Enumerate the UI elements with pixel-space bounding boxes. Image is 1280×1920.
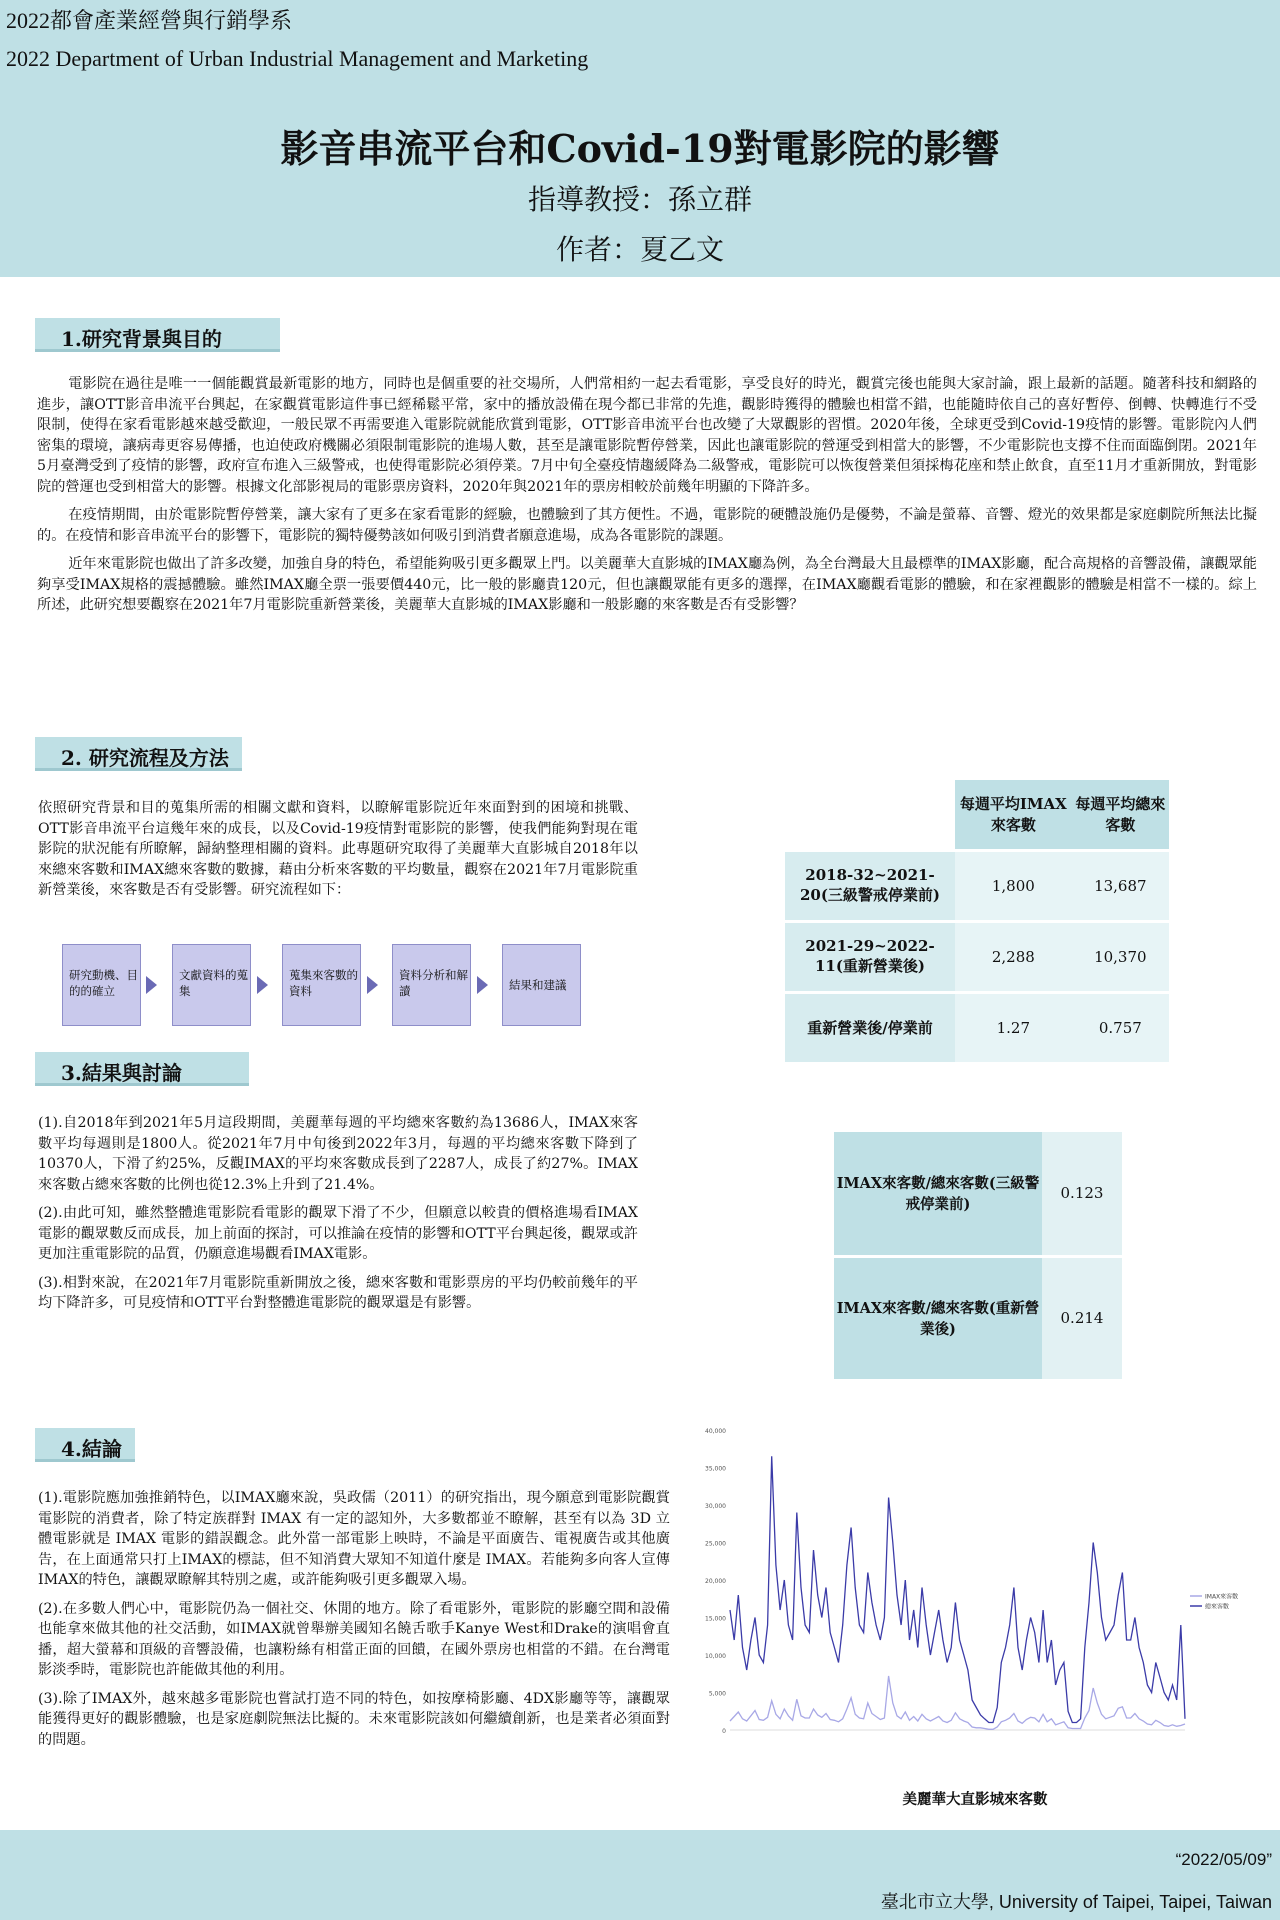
department-name-en: 2022 Department of Urban Industrial Management and Marketing: [6, 46, 589, 71]
y-tick-label: 20,000: [705, 1578, 726, 1585]
y-tick-label: 35,000: [705, 1465, 726, 1473]
cell-total: 13,687: [1072, 850, 1169, 921]
table-corner: [785, 780, 955, 850]
row-label: 2021-29~2022-11(重新營業後): [785, 921, 955, 992]
y-tick-label: 15,000: [705, 1615, 726, 1623]
series-line-imax: [730, 1676, 1185, 1729]
visitor-line-chart: [690, 1420, 1270, 1760]
cell-imax: 1.27: [955, 992, 1072, 1063]
research-flowchart: [62, 944, 582, 1026]
section-3-paragraph: (1).自2018年到2021年5月這段期間，美麗華每週的平均總來客數約為13686人，IMAX來客數平均每週則是1800人。從2021年7月中旬後到2022年3月，每週的平均總來客數下降到了10370人，下滑了約25%，反觀IMAX的平均來客數成長到了2287人，成長了約27%。IMAX來客數占總來客數的比例也從12.3%上升到了21.4%。: [38, 1115, 638, 1193]
y-tick-label: 10,000: [705, 1653, 726, 1660]
author: 作者：夏乙文: [555, 233, 724, 266]
chart-caption: 美麗華大直影城來客數: [902, 1791, 1048, 1808]
table-header: 每週平均總來客數: [1072, 780, 1169, 850]
flow-step: 資料分析和解讀: [392, 944, 471, 1026]
section-4-paragraph: (3).除了IMAX外，越來越多電影院也嘗試打造不同的特色，如按摩椅影廳、4DX影廳等等，讓觀眾能獲得更好的觀影體驗，也是家庭劇院無法比擬的。未來電影院該如何繼續創新，也是業者必須面對的問題。: [38, 1690, 670, 1748]
cell-total: 10,370: [1072, 921, 1169, 992]
footer-date: “2022/05/09”: [1175, 1850, 1272, 1869]
row-label: 重新營業後/停業前: [785, 992, 955, 1063]
section-4-paragraph: (2).在多數人們心中，電影院仍為一個社交、休閒的地方。除了看電影外，電影院的影廳空間和設備也能拿來做其他的社交活動，如IMAX就曾舉辦美國知名饒舌歌手Kanye West和Drake的演唱會直播，超大螢幕和頂級的音響設備，也讓粉絲有相當正面的回饋，在國外票房也相當的不錯。在台灣電影淡季時，電影院也許能做其他的利用。: [38, 1600, 670, 1678]
section-1-paragraph: 在疫情期間，由於電影院暫停營業，讓大家有了更多在家看電影的經驗，也體驗到了其方便性。不過，電影院的硬體設施仍是優勢，不論是螢幕、音響、燈光的效果都是家庭劇院所無法比擬的。在疫情和影音串流平台的影響下，電影院的獨特優勢該如何吸引到消費者願意進場，成為各電影院的課題。: [37, 507, 1257, 544]
imax-ratio-table: [834, 1132, 1122, 1382]
poster-header: [0, 0, 1280, 277]
series-line-total: [730, 1456, 1185, 1722]
flow-step: 結果和建議: [502, 944, 581, 1026]
flow-arrow-icon: [477, 976, 488, 994]
section-1-heading: 1.研究背景與目的: [35, 318, 280, 352]
section-1-paragraph: 近年來電影院也做出了許多改變，加強自身的特色，希望能夠吸引更多觀眾上門。以美麗華大直影城的IMAX廳為例，為全台灣最大且最標準的IMAX影廳，配合高規格的音響設備，讓觀眾能夠享受IMAX規格的震撼體驗。雖然IMAX廳全票一張要價440元，比一般的影廳貴120元，但也讓觀眾能有更多的選擇，在IMAX廳觀看電影的體驗，和在家裡觀影的體驗是相當不一樣的。綜上所述，此研究想要觀察在2021年7月電影院重新營業後，美麗華大直影城的IMAX影廳和一般影廳的來客數是否有受影響？: [37, 556, 1257, 613]
section-3-paragraph: (3).相對來說，在2021年7月電影院重新開放之後，總來客數和電影票房的平均仍較前幾年的平均下降許多，可見疫情和OTT平台對整體進電影院的觀眾還是有影響。: [38, 1274, 638, 1311]
department-name-zh: 2022都會產業經營與行銷學系: [6, 8, 293, 33]
legend-label: IMAX來客數: [1205, 1593, 1239, 1601]
visitor-average-table: [785, 780, 1169, 1065]
table-header: 每週平均IMAX來客數: [955, 780, 1072, 850]
section-4-heading: 4.結論: [35, 1428, 135, 1462]
section-4-paragraph: (1).電影院應加強推銷特色，以IMAX廳來說，吳政儒（2011）的研究指出，現今願意到電影院觀賞電影院的消費者，除了特定族群對 IMAX 有一定的認知外，大多數都並不瞭解，甚至有以為 3D 立體電影就是 IMAX 電影的錯誤觀念。此外當一部電影上映時，不論是平面廣告、電視廣告或其他廣告，在上面通常只打上IMAX的標誌，但不知消費大眾知不知道什麼是 IMAX。若能夠多向客人宣傳IMAX的特色，讓觀眾瞭解其特別之處，或許能夠吸引更多觀眾入場。: [38, 1490, 670, 1588]
section-2-paragraph: 依照研究背景和目的蒐集所需的相關文獻和資料，以瞭解電影院近年來面對到的困境和挑戰、OTT影音串流平台這幾年來的成長，以及Covid-19疫情對電影院的影響，使我們能夠對現在電影院的狀況能有所瞭解，歸納整理相關的資料。此專題研究取得了美麗華大直影城自2018年以來總來客數和IMAX總來客數的數據，藉由分析來客數的平均數量，觀察在2021年7月電影院重新營業後，來客數是否有受影響。研究流程如下：: [38, 800, 638, 898]
table-row: [834, 1256, 1122, 1380]
flow-step: 研究動機、目的的確立: [62, 944, 141, 1026]
cell-imax: 2,288: [955, 921, 1072, 992]
row-label: IMAX來客數/總來客數(重新營業後): [834, 1256, 1042, 1380]
flow-step: 蒐集來客數的資料: [282, 944, 361, 1026]
table-row: [834, 1132, 1122, 1256]
poster-title: 影音串流平台和Covid-19對電影院的影響: [280, 126, 1000, 171]
section-3-heading: 3.結果與討論: [35, 1052, 249, 1086]
section-1-paragraph: 電影院在過往是唯一一個能觀賞最新電影的地方，同時也是個重要的社交場所，人們常相約一起去看電影，享受良好的時光，觀賞完後也能與大家討論，跟上最新的話題。隨著科技和網路的進步，讓OTT影音串流平台興起，在家觀賞電影這件事已經稀鬆平常，家中的播放設備在現今都已非常的先進，觀影時獲得的體驗也相當不錯，也能隨時依自己的喜好暫停、倒轉、快轉進行不受限制，使得在家看電影越來越受歡迎，一般民眾不再需要進入電影院就能欣賞到電影，OTT影音串流平台也改變了大眾觀影的習慣。2020年後，全球更受到Covid-19疫情的影響。電影院內人們密集的環境，讓病毒更容易傳播，也迫使政府機關必須限制電影院的進場人數，甚至是讓電影院暫停營業，因此也讓電影院的營運受到相當大的影響，不少電影院也支撐不住而面臨倒閉。2021年5月臺灣受到了疫情的影響，政府宣布進入三級警戒，也使得電影院必須停業。7月中旬全臺疫情趨緩降為二級警戒，電影院可以恢復營業但須採梅花座和禁止飲食，直至11月才重新開放，對電影院的營運也受到相當大的影響。根據文化部影視局的電影票房資料，2020年與2021年的票房相較於前幾年明顯的下降許多。: [37, 376, 1257, 495]
section-1-body: [37, 374, 1257, 624]
cell-ratio: 0.123: [1042, 1132, 1122, 1256]
flow-arrow-icon: [146, 976, 157, 994]
chart-svg: [690, 1420, 1270, 1760]
y-tick-label: 0: [722, 1728, 726, 1735]
y-tick-label: 30,000: [705, 1503, 726, 1510]
table-row: [785, 992, 1169, 1063]
section-3-paragraph: (2).由此可知，雖然整體進電影院看電影的觀眾下滑了不少，但願意以較貴的價格進場看IMAX電影的觀眾數反而成長，加上前面的探討，可以推論在疫情的影響和OTT平台興起後，觀眾或許更加注重電影院的品質，仍願意進場觀看IMAX電影。: [38, 1205, 638, 1262]
flow-arrow-icon: [367, 976, 378, 994]
table-row: [785, 850, 1169, 921]
footer-university: 臺北市立大學, University of Taipei, Taipei, Taiwan: [880, 1892, 1272, 1912]
row-label: 2018-32~2021-20(三級警戒停業前): [785, 850, 955, 921]
section-4-body: [38, 1488, 670, 1758]
section-2-heading: 2. 研究流程及方法: [35, 737, 242, 771]
row-label: IMAX來客數/總來客數(三級警戒停業前): [834, 1132, 1042, 1256]
section-3-body: [38, 1113, 638, 1322]
cell-total: 0.757: [1072, 992, 1169, 1063]
flow-step: 文獻資料的蒐集: [172, 944, 251, 1026]
section-2-body: [38, 798, 638, 909]
y-tick-label: 40,000: [705, 1428, 726, 1435]
advisor: 指導教授：孫立群: [527, 183, 752, 216]
table-row: [785, 921, 1169, 992]
cell-imax: 1,800: [955, 850, 1072, 921]
poster-footer: [0, 1830, 1280, 1920]
cell-ratio: 0.214: [1042, 1256, 1122, 1380]
flow-arrow-icon: [257, 976, 268, 994]
y-tick-label: 5,000: [708, 1690, 726, 1698]
y-tick-label: 25,000: [705, 1540, 726, 1548]
legend-label: 總來客數: [1205, 1603, 1230, 1611]
